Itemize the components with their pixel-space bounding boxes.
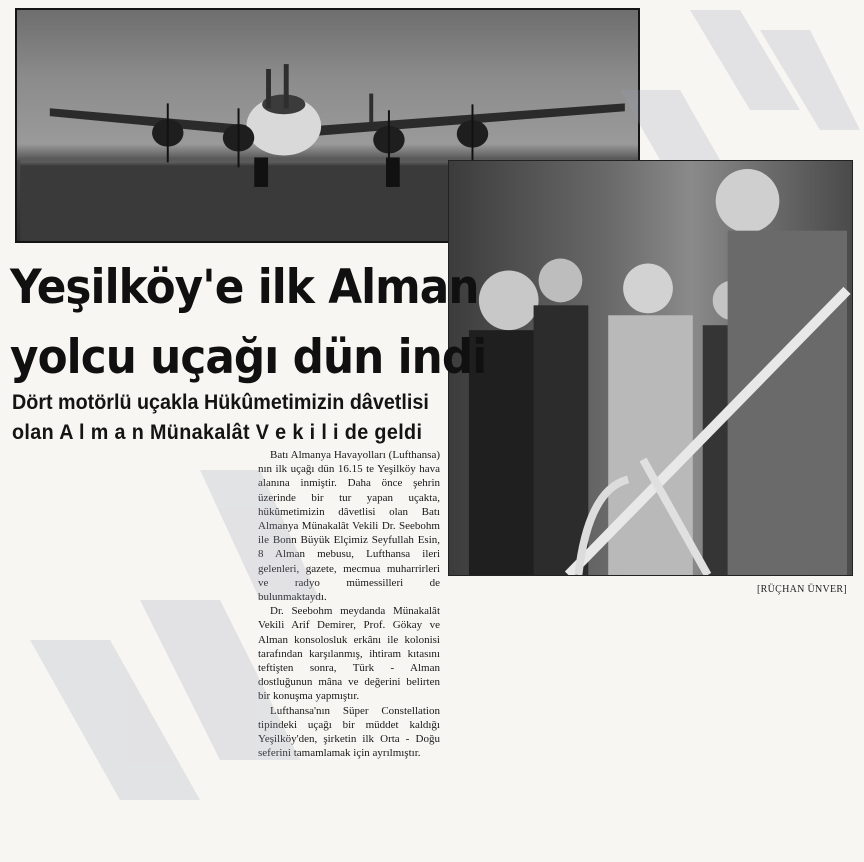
subhead-line-1: Dört motörlü uçakla Hükûmetimizin dâvetlisi: [12, 391, 429, 414]
headline-line-1: Yeşilköy'e ilk Alman: [10, 260, 479, 315]
subhead-line-2: olan A l m a n Münakalât V e k i l i de geldi: [12, 421, 423, 444]
article-paragraph: Lufthansa'nın Süper Constellation tipindeki uçağı bir müddet kaldığı Yeşilköy'den, şirketin ilk Orta - Doğu seferini tamamlamak için ayrılmıştır.: [258, 704, 440, 760]
article-body: [258, 448, 440, 760]
officials-illustration: [449, 161, 852, 575]
photo-credit: [RÜÇHAN ÜNVER]: [757, 584, 848, 595]
officials-photo: [448, 160, 853, 576]
headline-line-2: yolcu uçağı dün indi: [10, 330, 487, 385]
article-paragraph: Dr. Seebohm meydanda Münakalât Vekili Arif Demirer, Prof. Gökay ve Alman konsolosluk erkânı ile kolonisi tarafından karşılanmış, ihtiram kıtasını teftişten sonra, Türk - Alman dostluğunun mâna ve değerini belirten bir konuşma yapmıştır.: [258, 605, 440, 703]
article-paragraph: Batı Almanya Havayolları (Lufthansa) nın ilk uçağı dün 16.15 te Yeşilköy hava alanına inmiştir. Daha önce şehrin üzerinde bir tur yapan uçakta, hükûmetimizin dâvetlisi olan Batı Almanya Münakalât Vekili Dr. Seebohm ile Bonn Büyük Elçimiz Seyfullah Esin, 8 Alman mebusu, Lufthansa ileri gelenleri, gazete, mecmua muharrirleri ve radyo mümessilleri de bulunmaktaydı.: [258, 449, 440, 604]
